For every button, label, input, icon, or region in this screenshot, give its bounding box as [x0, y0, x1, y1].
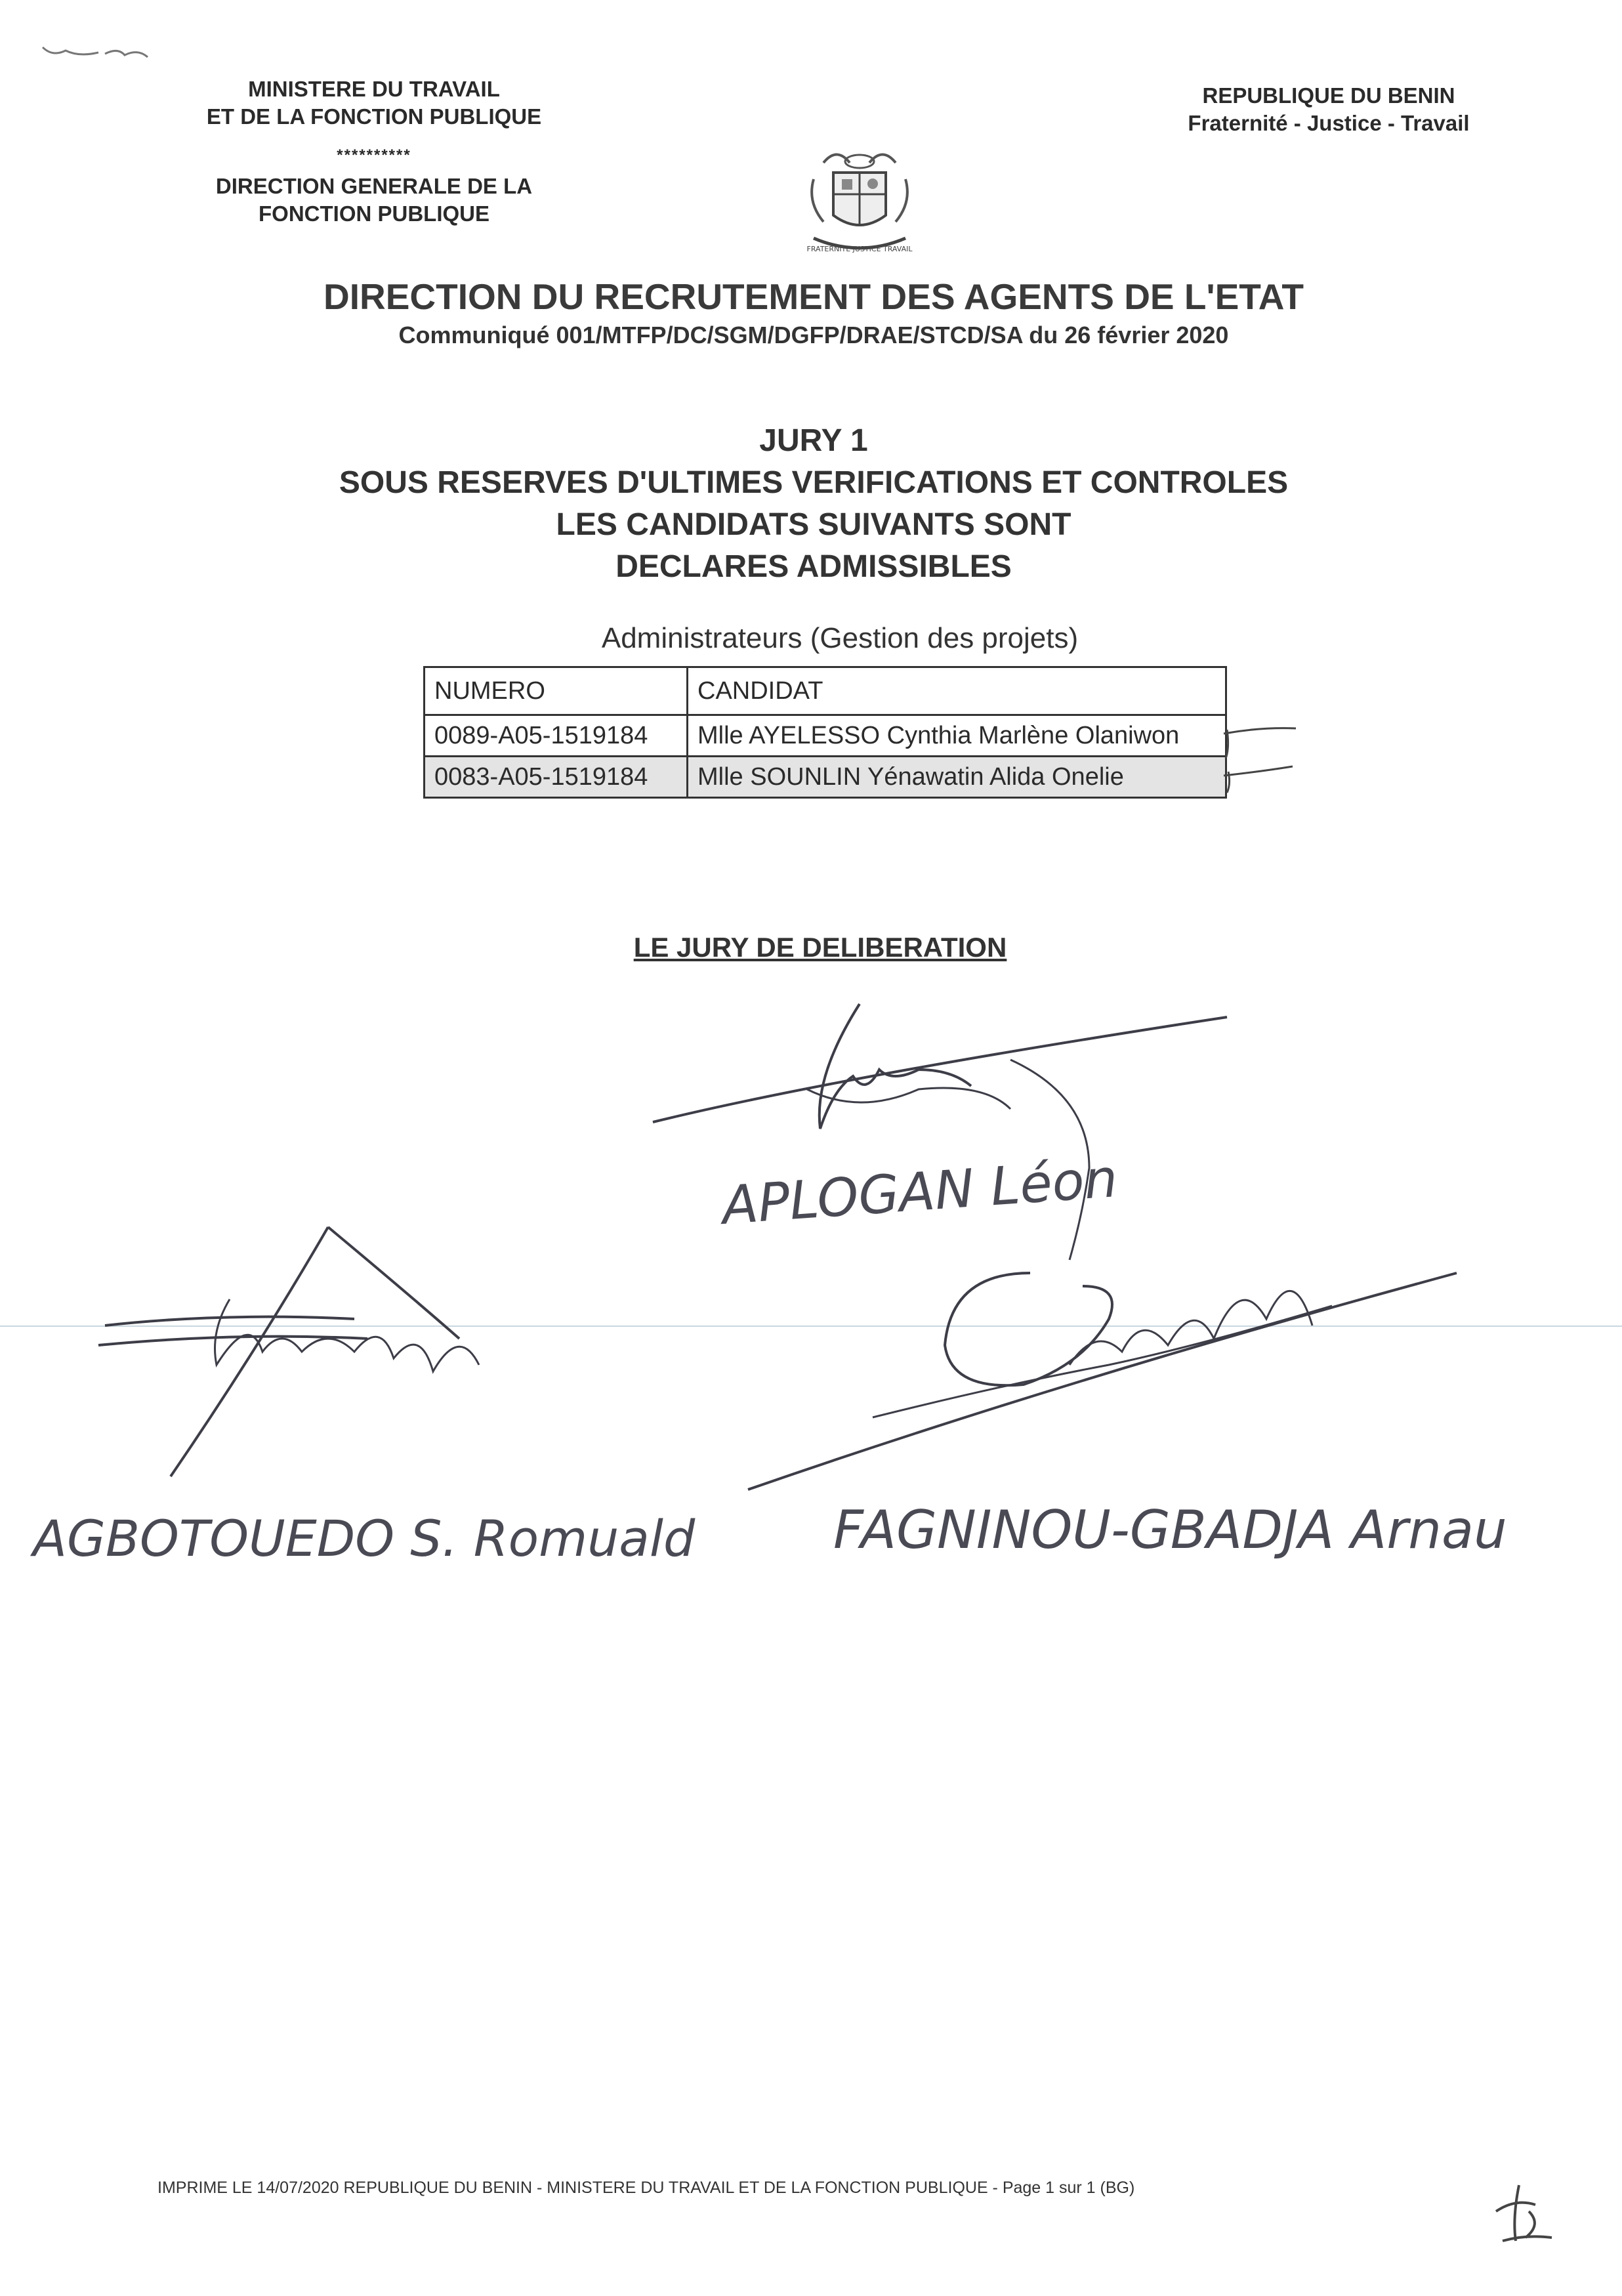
page-title: DIRECTION DU RECRUTEMENT DES AGENTS DE L'ETAT — [323, 276, 1304, 317]
category-title: Administrateurs (Gestion des projets) — [601, 622, 1079, 654]
table-row — [425, 757, 1226, 798]
signatory-name-fagninou: FAGNINOU-GBADJA Arnau — [833, 1499, 1507, 1560]
signature-fagninou — [741, 1234, 1470, 1509]
signature-agbo — [92, 1221, 538, 1496]
header-separator: ********** — [337, 146, 411, 164]
ministry-header — [151, 75, 597, 228]
candidate-number: 0089-A05-1519184 — [425, 715, 688, 757]
candidate-name: Mlle SOUNLIN Yénawatin Alida Onelie — [688, 757, 1226, 798]
signatory-name-aplogan: APLOGAN Léon — [720, 1148, 1119, 1236]
direction-name-line2: FONCTION PUBLIQUE — [259, 201, 489, 226]
jury-admissible-line: DECLARES ADMISSIBLES — [615, 549, 1012, 584]
direction-name-line1: DIRECTION GENERALE DE LA — [215, 174, 533, 198]
ministry-name-line1: MINISTERE DU TRAVAIL — [248, 77, 500, 101]
candidates-table — [423, 666, 1227, 799]
republic-header — [1115, 82, 1542, 137]
jury-number: JURY 1 — [759, 423, 868, 458]
candidate-name: Mlle AYELESSO Cynthia Marlène Olaniwon — [688, 715, 1226, 757]
initials-mark — [1489, 2179, 1562, 2251]
candidate-number: 0083-A05-1519184 — [425, 757, 688, 798]
jury-candidates-line: LES CANDIDATS SUIVANTS SONT — [556, 507, 1071, 542]
communique-reference: Communiqué 001/MTFP/DC/SGM/DGFP/DRAE/STCD/SA du 26 février 2020 — [398, 322, 1229, 348]
deliberation-heading: LE JURY DE DELIBERATION — [633, 932, 1007, 963]
table-row — [425, 715, 1226, 757]
table-header-row — [425, 667, 1226, 715]
corner-scribble — [39, 41, 151, 67]
country-name: REPUBLIQUE DU BENIN — [1202, 83, 1455, 108]
emblem-ribbon-text: FRATERNITE JUSTICE TRAVAIL — [806, 245, 913, 253]
signatory-name-agbo: AGBOTOUEDO S. Romuald — [33, 1509, 696, 1568]
row-check-marks — [1220, 715, 1299, 807]
column-header-numero: NUMERO — [425, 667, 688, 715]
print-footer: IMPRIME LE 14/07/2020 REPUBLIQUE DU BENIN - MINISTERE DU TRAVAIL ET DE LA FONCTION PUBLIQUE - Page 1 sur 1 (BG) — [157, 2179, 1135, 2197]
jury-announcement — [197, 420, 1430, 588]
benin-coat-of-arms-icon — [797, 143, 922, 261]
jury-reserve-line: SOUS RESERVES D'ULTIMES VERIFICATIONS ET CONTROLES — [339, 465, 1289, 500]
ministry-name-line2: ET DE LA FONCTION PUBLIQUE — [206, 104, 542, 129]
country-motto: Fraternité - Justice - Travail — [1188, 111, 1470, 135]
column-header-candidat: CANDIDAT — [688, 667, 1226, 715]
